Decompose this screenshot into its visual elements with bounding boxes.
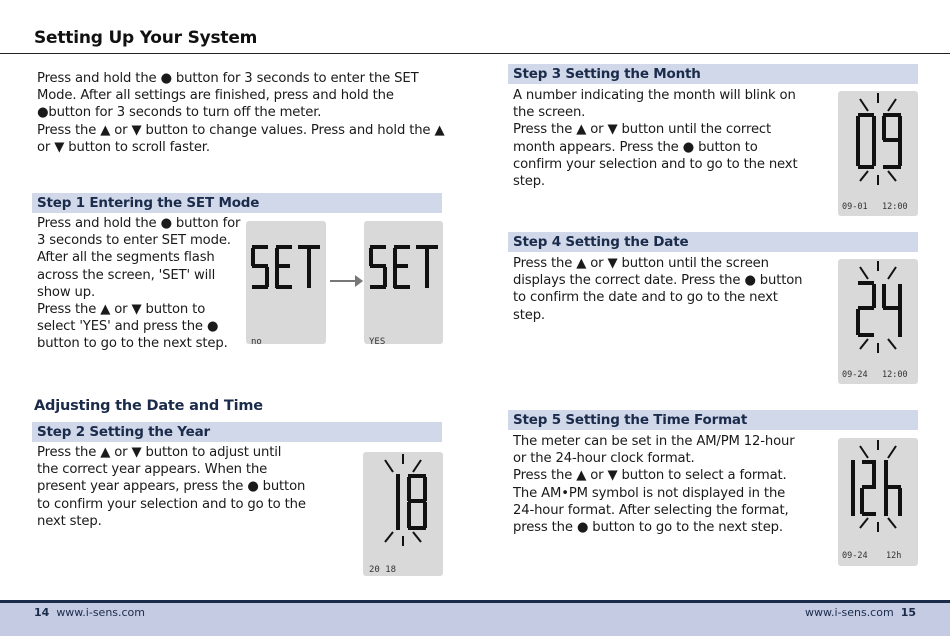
lcd-small-no: no	[251, 337, 262, 344]
lcd-month-display	[838, 91, 918, 216]
lcd-month-date: 09-01	[842, 202, 868, 212]
intro-line: or ▼ button to scroll faster.	[37, 139, 210, 155]
step3-line: the screen.	[513, 105, 586, 121]
step1-line: 3 seconds to enter SET mode.	[37, 233, 231, 249]
intro-line: Press and hold the ● button for 3 seconds to enter the SET	[37, 71, 419, 86]
step1-line: button to go to the next step.	[37, 336, 228, 352]
step3-paragraph	[513, 87, 813, 190]
step4-paragraph	[513, 255, 813, 324]
lcd-date-time: 12:00	[882, 370, 908, 380]
page-number-right: 15	[900, 606, 916, 619]
step3-line: step.	[513, 174, 545, 190]
header-divider	[0, 53, 950, 54]
intro-paragraph	[37, 70, 457, 156]
lcd-small-yes: YES	[369, 337, 386, 344]
arrow-icon	[329, 274, 363, 288]
lcd-year	[363, 452, 443, 576]
step1-line: across the screen, 'SET' will	[37, 267, 216, 283]
step2-line: present year appears, press the ● button	[37, 479, 306, 495]
step2-line: next step.	[37, 513, 102, 529]
footer-url-left[interactable]: www.i-sens.com	[56, 606, 146, 619]
step3-title: Step 3 Setting the Month	[508, 64, 918, 84]
step2-line: the correct year appears. When the	[37, 462, 268, 478]
step1-title: Step 1 Entering the SET Mode	[32, 193, 442, 213]
step3-line: Press the ▲ or ▼ button until the correct	[513, 122, 772, 138]
section-heading: Adjusting the Date and Time	[34, 398, 263, 414]
step4-line: displays the correct date. Press the ● button	[513, 273, 803, 289]
step2-line: Press the ▲ or ▼ button to adjust until	[37, 445, 282, 460]
step4-line: to confirm the date and to go to the next	[513, 290, 778, 306]
intro-line: Press the ▲ or ▼ button to change values. Press and hold the ▲	[37, 122, 445, 138]
step1-line: show up.	[37, 284, 95, 300]
step5-line: press the ● button to go to the next step.	[513, 520, 783, 536]
step3-line: confirm your selection and to go to the next	[513, 156, 798, 172]
step4-title: Step 4 Setting the Date	[508, 232, 918, 252]
lcd-set-no	[246, 221, 326, 344]
lcd-set-yes	[364, 221, 443, 344]
lcd-date-display	[838, 259, 918, 384]
lcd-year-small: 20 18	[369, 565, 397, 575]
step4-line: step.	[513, 307, 545, 323]
step1-line: After all the segments flash	[37, 250, 215, 266]
page-number-left: 14	[34, 606, 50, 619]
step5-title: Step 5 Setting the Time Format	[508, 410, 918, 430]
lcd-time-format	[838, 438, 918, 566]
step3-line: A number indicating the month will blink on	[513, 88, 796, 103]
lcd-set-no-display	[246, 221, 326, 344]
step5-line: The meter can be set in the AM/PM 12-hour	[513, 434, 795, 449]
lcd-time-format-display	[838, 438, 918, 566]
step5-line: The AM•PM symbol is not displayed in the	[513, 485, 786, 501]
lcd-year-display	[363, 452, 443, 576]
lcd-month-time: 12:00	[882, 202, 908, 212]
step1-paragraph	[37, 215, 252, 353]
intro-line: Mode. After all settings are finished, press and hold the	[37, 88, 394, 104]
step1-line: Press the ▲ or ▼ button to	[37, 302, 206, 318]
step5-line: or the 24-hour clock format.	[513, 451, 695, 467]
step5-line: Press the ▲ or ▼ button to select a format.	[513, 468, 787, 484]
intro-line: ●button for 3 seconds to turn off the meter.	[37, 105, 322, 121]
step1-line: select 'YES' and press the ●	[37, 319, 219, 335]
step5-paragraph	[513, 433, 813, 536]
step2-line: to confirm your selection and to go to the	[37, 496, 306, 512]
footer-url-right[interactable]: www.i-sens.com	[804, 606, 894, 619]
footer-left	[34, 606, 145, 619]
lcd-set-yes-display	[364, 221, 443, 344]
lcd-month	[838, 91, 918, 216]
step5-line: 24-hour format. After selecting the format,	[513, 502, 789, 518]
footer-divider	[0, 600, 950, 603]
lcd-format-date: 09-24	[842, 551, 868, 561]
step2-paragraph	[37, 444, 327, 530]
footer-right	[805, 606, 916, 619]
lcd-format-mode: 12h	[886, 551, 902, 561]
step3-line: month appears. Press the ● button to	[513, 139, 758, 155]
page-title: Setting Up Your System	[34, 28, 258, 48]
step2-title: Step 2 Setting the Year	[32, 422, 442, 442]
step4-line: Press the ▲ or ▼ button until the screen	[513, 256, 769, 271]
step1-line: Press and hold the ● button for	[37, 216, 241, 231]
lcd-date-date: 09-24	[842, 370, 868, 380]
lcd-date	[838, 259, 918, 384]
